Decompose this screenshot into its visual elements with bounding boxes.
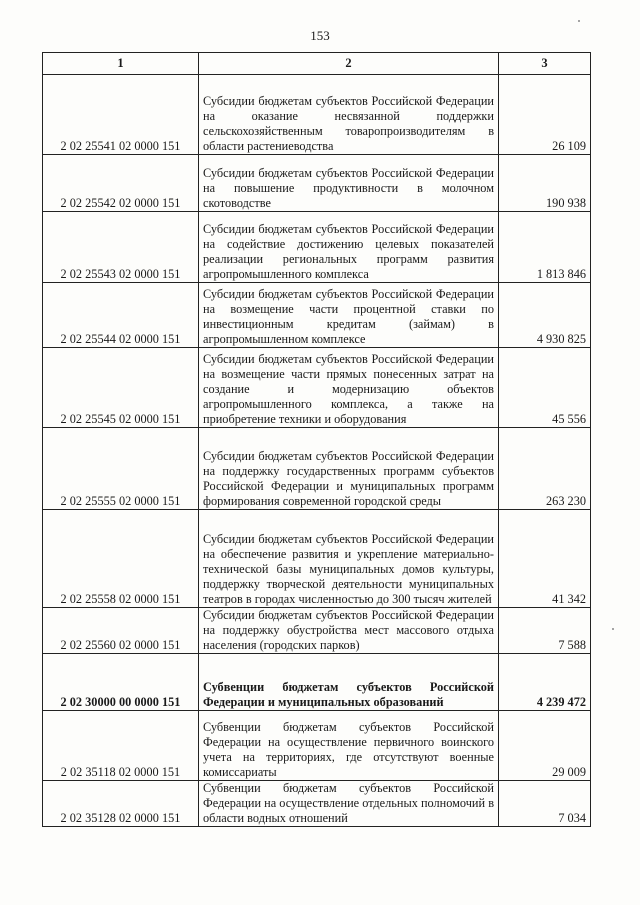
description-cell: Субвенции бюджетам субъектов Российской Федерации на осуществление отдельных полномочий в области водных отношений	[199, 781, 499, 827]
description-cell: Субсидии бюджетам субъектов Российской Федерации на возмещение части прямых понесенных затрат на создание и модернизацию объектов агропромышленного комплекса, а также на приобретение техники и оборудования	[199, 348, 499, 428]
amount-cell: 263 230	[499, 428, 591, 510]
table-row	[43, 428, 591, 510]
table-row	[43, 654, 591, 711]
amount-cell: 45 556	[499, 348, 591, 428]
description-cell: Субсидии бюджетам субъектов Российской Федерации на поддержку обустройства мест массового отдыха населения (городских парков)	[199, 608, 499, 654]
amount-cell: 29 009	[499, 711, 591, 781]
column-header-amount: 3	[499, 53, 591, 75]
budget-code-cell: 2 02 25555 02 0000 151	[43, 428, 199, 510]
budget-code-cell: 2 02 25541 02 0000 151	[43, 75, 199, 155]
amount-cell: 7 034	[499, 781, 591, 827]
description-cell: Субсидии бюджетам субъектов Российской Федерации на оказание несвязанной поддержки сельскохозяйственным товаропроизводителям в области растениеводства	[199, 75, 499, 155]
description-cell: Субсидии бюджетам субъектов Российской Федерации на обеспечение развития и укрепление материально-технической базы муниципальных домов культуры, поддержку творческой деятельности муниципальных театров в городах численностью до 300 тысяч жителей	[199, 510, 499, 608]
table-row	[43, 283, 591, 348]
amount-cell: 4 239 472	[499, 654, 591, 711]
budget-code-cell: 2 02 25542 02 0000 151	[43, 155, 199, 212]
amount-cell: 4 930 825	[499, 283, 591, 348]
scan-speck	[578, 20, 580, 22]
description-cell: Субсидии бюджетам субъектов Российской Федерации на повышение продуктивности в молочном скотоводстве	[199, 155, 499, 212]
table-row	[43, 510, 591, 608]
budget-code-cell: 2 02 25545 02 0000 151	[43, 348, 199, 428]
budget-code-cell: 2 02 25560 02 0000 151	[43, 608, 199, 654]
budget-code-cell: 2 02 35118 02 0000 151	[43, 711, 199, 781]
description-cell: Субсидии бюджетам субъектов Российской Федерации на возмещение части процентной ставки по инвестиционным кредитам (займам) в агропромышленном комплексе	[199, 283, 499, 348]
scan-speck	[612, 628, 614, 630]
budget-code-cell: 2 02 30000 00 0000 151	[43, 654, 199, 711]
column-header-code: 1	[43, 53, 199, 75]
table-row	[43, 155, 591, 212]
description-cell: Субвенции бюджетам субъектов Российской Федерации и муниципальных образований	[199, 654, 499, 711]
budget-revenue-table	[42, 52, 591, 827]
table-row	[43, 711, 591, 781]
amount-cell: 7 588	[499, 608, 591, 654]
table-header-row	[43, 53, 591, 75]
amount-cell: 1 813 846	[499, 212, 591, 283]
budget-code-cell: 2 02 25543 02 0000 151	[43, 212, 199, 283]
description-cell: Субсидии бюджетам субъектов Российской Федерации на поддержку государственных программ субъектов Российской Федерации и муниципальных программ формирования современной городской среды	[199, 428, 499, 510]
budget-code-cell: 2 02 25544 02 0000 151	[43, 283, 199, 348]
description-cell: Субсидии бюджетам субъектов Российской Федерации на содействие достижению целевых показателей реализации региональных программ развития агропромышленного комплекса	[199, 212, 499, 283]
amount-cell: 41 342	[499, 510, 591, 608]
table-body	[43, 75, 591, 827]
budget-code-cell: 2 02 25558 02 0000 151	[43, 510, 199, 608]
description-cell: Субвенции бюджетам субъектов Российской Федерации на осуществление первичного воинского учета на территориях, где отсутствуют военные комиссариаты	[199, 711, 499, 781]
amount-cell: 26 109	[499, 75, 591, 155]
amount-cell: 190 938	[499, 155, 591, 212]
budget-code-cell: 2 02 35128 02 0000 151	[43, 781, 199, 827]
column-header-description: 2	[199, 53, 499, 75]
table-row	[43, 348, 591, 428]
table-row	[43, 781, 591, 827]
table-row	[43, 212, 591, 283]
table-row	[43, 75, 591, 155]
table-row	[43, 608, 591, 654]
page-number: 153	[310, 28, 330, 43]
